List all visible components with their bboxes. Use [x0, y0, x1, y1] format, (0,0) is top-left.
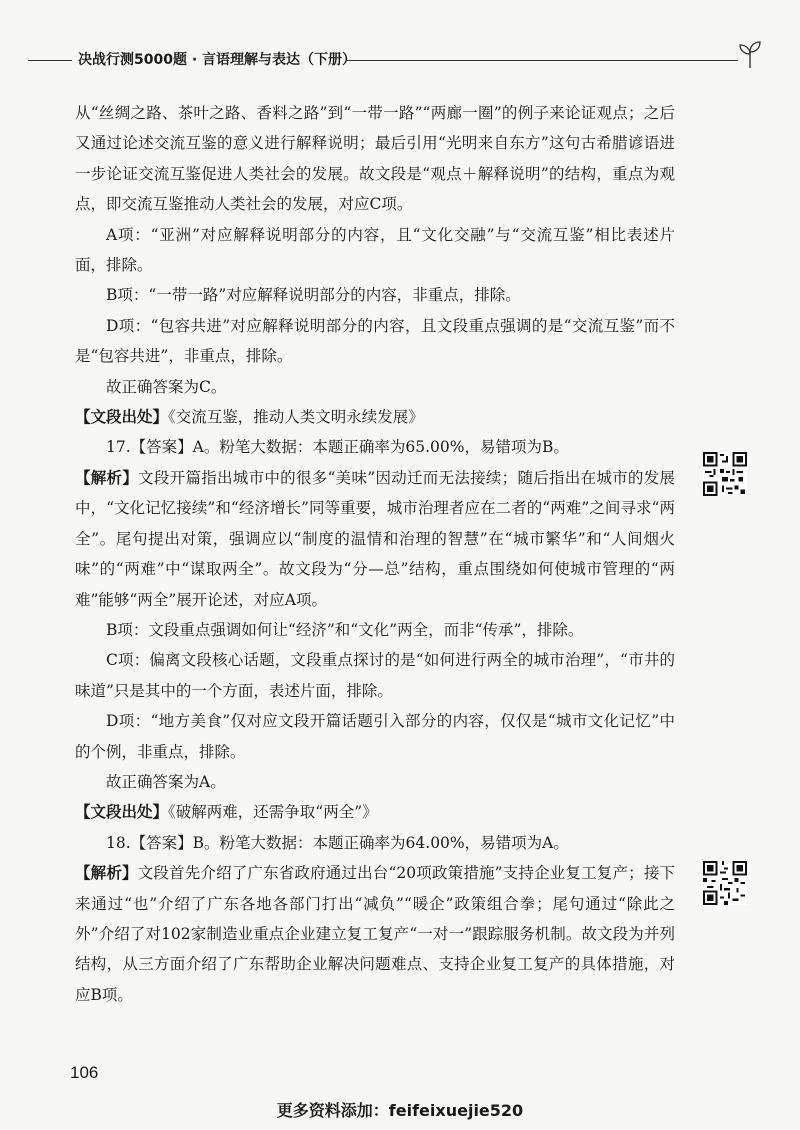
paragraph-16-option-d	[75, 311, 675, 372]
footer-note: 更多资料添加：feifeixuejie520	[276, 1101, 524, 1120]
paragraph-17-source	[75, 797, 675, 827]
paragraph-text: B项：文段重点强调如何让“经济”和“文化”两全，而非“传承”，排除。	[106, 620, 584, 639]
paragraph-17-option-d	[75, 706, 675, 767]
paragraph-16-option-b	[75, 280, 675, 310]
paragraph-16-option-a	[75, 220, 675, 281]
sprout-icon	[736, 40, 764, 70]
paragraph-text: D项：“地方美食”仅对应文段开篇话题引入部分的内容，仅仅是“城市文化记忆”中的个例，非重点，排除。	[75, 712, 675, 761]
paragraph-text: 从“丝绸之路、茶叶之路、香料之路”到“一带一路”“两廊一圈”的例子来论证观点；之后又通过论述交流互鉴的意义进行解释说明；最后引用“光明来自东方”这句古希腊谚语进一步论证交流互鉴促进人类社会的发展。故文段是“观点＋解释说明”的结构，重点为观点，即交流互鉴推动人类社会的发展，对应C项。	[75, 104, 675, 214]
paragraph-18-answer-stats	[75, 828, 675, 858]
analysis-tag: 【解析】	[75, 468, 139, 487]
paragraph-text: 18.【答案】B。粉笔大数据：本题正确率为64.00%，易错项为A。	[106, 833, 569, 852]
paragraph-16-source	[75, 402, 675, 432]
paragraph-17-answer-stats	[75, 432, 675, 462]
paragraph-text: 《交流互鉴，推动人类文明永续发展》	[168, 408, 424, 427]
paragraph-text: A项：“亚洲”对应解释说明部分的内容，且“文化交融”与“交流互鉴”相比表述片面，排除。	[75, 225, 675, 275]
paragraph-17-option-b	[75, 615, 675, 645]
analysis-tag: 【解析】	[75, 864, 138, 883]
page-number: 106	[70, 1063, 99, 1082]
qr-code-icon[interactable]	[703, 452, 747, 496]
source-tag: 【文段出处】	[75, 408, 169, 427]
paragraph-18-analysis	[75, 858, 675, 1010]
paragraph-text: 文段开篇指出城市中的很多“美味”因动迁而无法接续；随后指出在城市的发展中，“文化记忆接续”和“经济增长”同等重要，城市治理者应在二者的“两难”之间寻求“两全”。尾句提出对策，强调应以“制度的温情和治理的智慧”在“城市繁华”和“人间烟火味”的“两难”中“谋取两全”。故文段为“分—总”结构，重点围绕如何使城市管理的“两难”能够“两全”展开论述，对应A项。	[75, 468, 675, 609]
paragraph-text: C项：偏离文段核心话题，文段重点探讨的是“如何进行两全的城市治理”，“市井的味道”只是其中的一个方面，表述片面，排除。	[75, 651, 675, 700]
paragraph-16-answer	[75, 372, 675, 402]
answer-explanations	[75, 98, 675, 1010]
paragraph-17-answer	[75, 767, 675, 797]
header-rule-right	[346, 60, 738, 61]
paragraph-text: 故正确答案为A。	[106, 772, 226, 791]
qr-code-icon[interactable]	[703, 861, 747, 905]
paragraph-text: 17.【答案】A。粉笔大数据：本题正确率为65.00%，易错项为B。	[106, 438, 569, 457]
paragraph-17-option-c	[75, 645, 675, 706]
paragraph-16-analysis-end	[75, 98, 675, 220]
running-header	[28, 48, 768, 72]
paragraph-text: 故正确答案为C。	[106, 377, 227, 396]
paragraph-text: B项：“一带一路”对应解释说明部分的内容，非重点，排除。	[106, 286, 521, 305]
book-title: 决战行测5000题 · 言语理解与表达（下册）	[78, 52, 357, 68]
paragraph-text: 《破解两难，还需争取“两全”》	[168, 803, 378, 822]
paragraph-text: 文段首先介绍了广东省政府通过出台“20项政策措施”支持企业复工复产；接下来通过“也”介绍了广东各地各部门打出“减负”“暖企”政策组合拳；尾句通过“除此之外”介绍了对102家制造业重点企业建立复工复产“一对一”跟踪服务机制。故文段为并列结构，从三方面介绍了广东帮助企业解决问题难点、支持企业复工复产的具体措施，对应B项。	[75, 864, 675, 1004]
paragraph-17-analysis	[75, 463, 675, 615]
source-tag: 【文段出处】	[75, 803, 169, 822]
header-rule-left	[28, 60, 72, 61]
paragraph-text: D项：“包容共进”对应解释说明部分的内容，且文段重点强调的是“交流互鉴”而不是“包容共进”，非重点，排除。	[75, 316, 675, 366]
